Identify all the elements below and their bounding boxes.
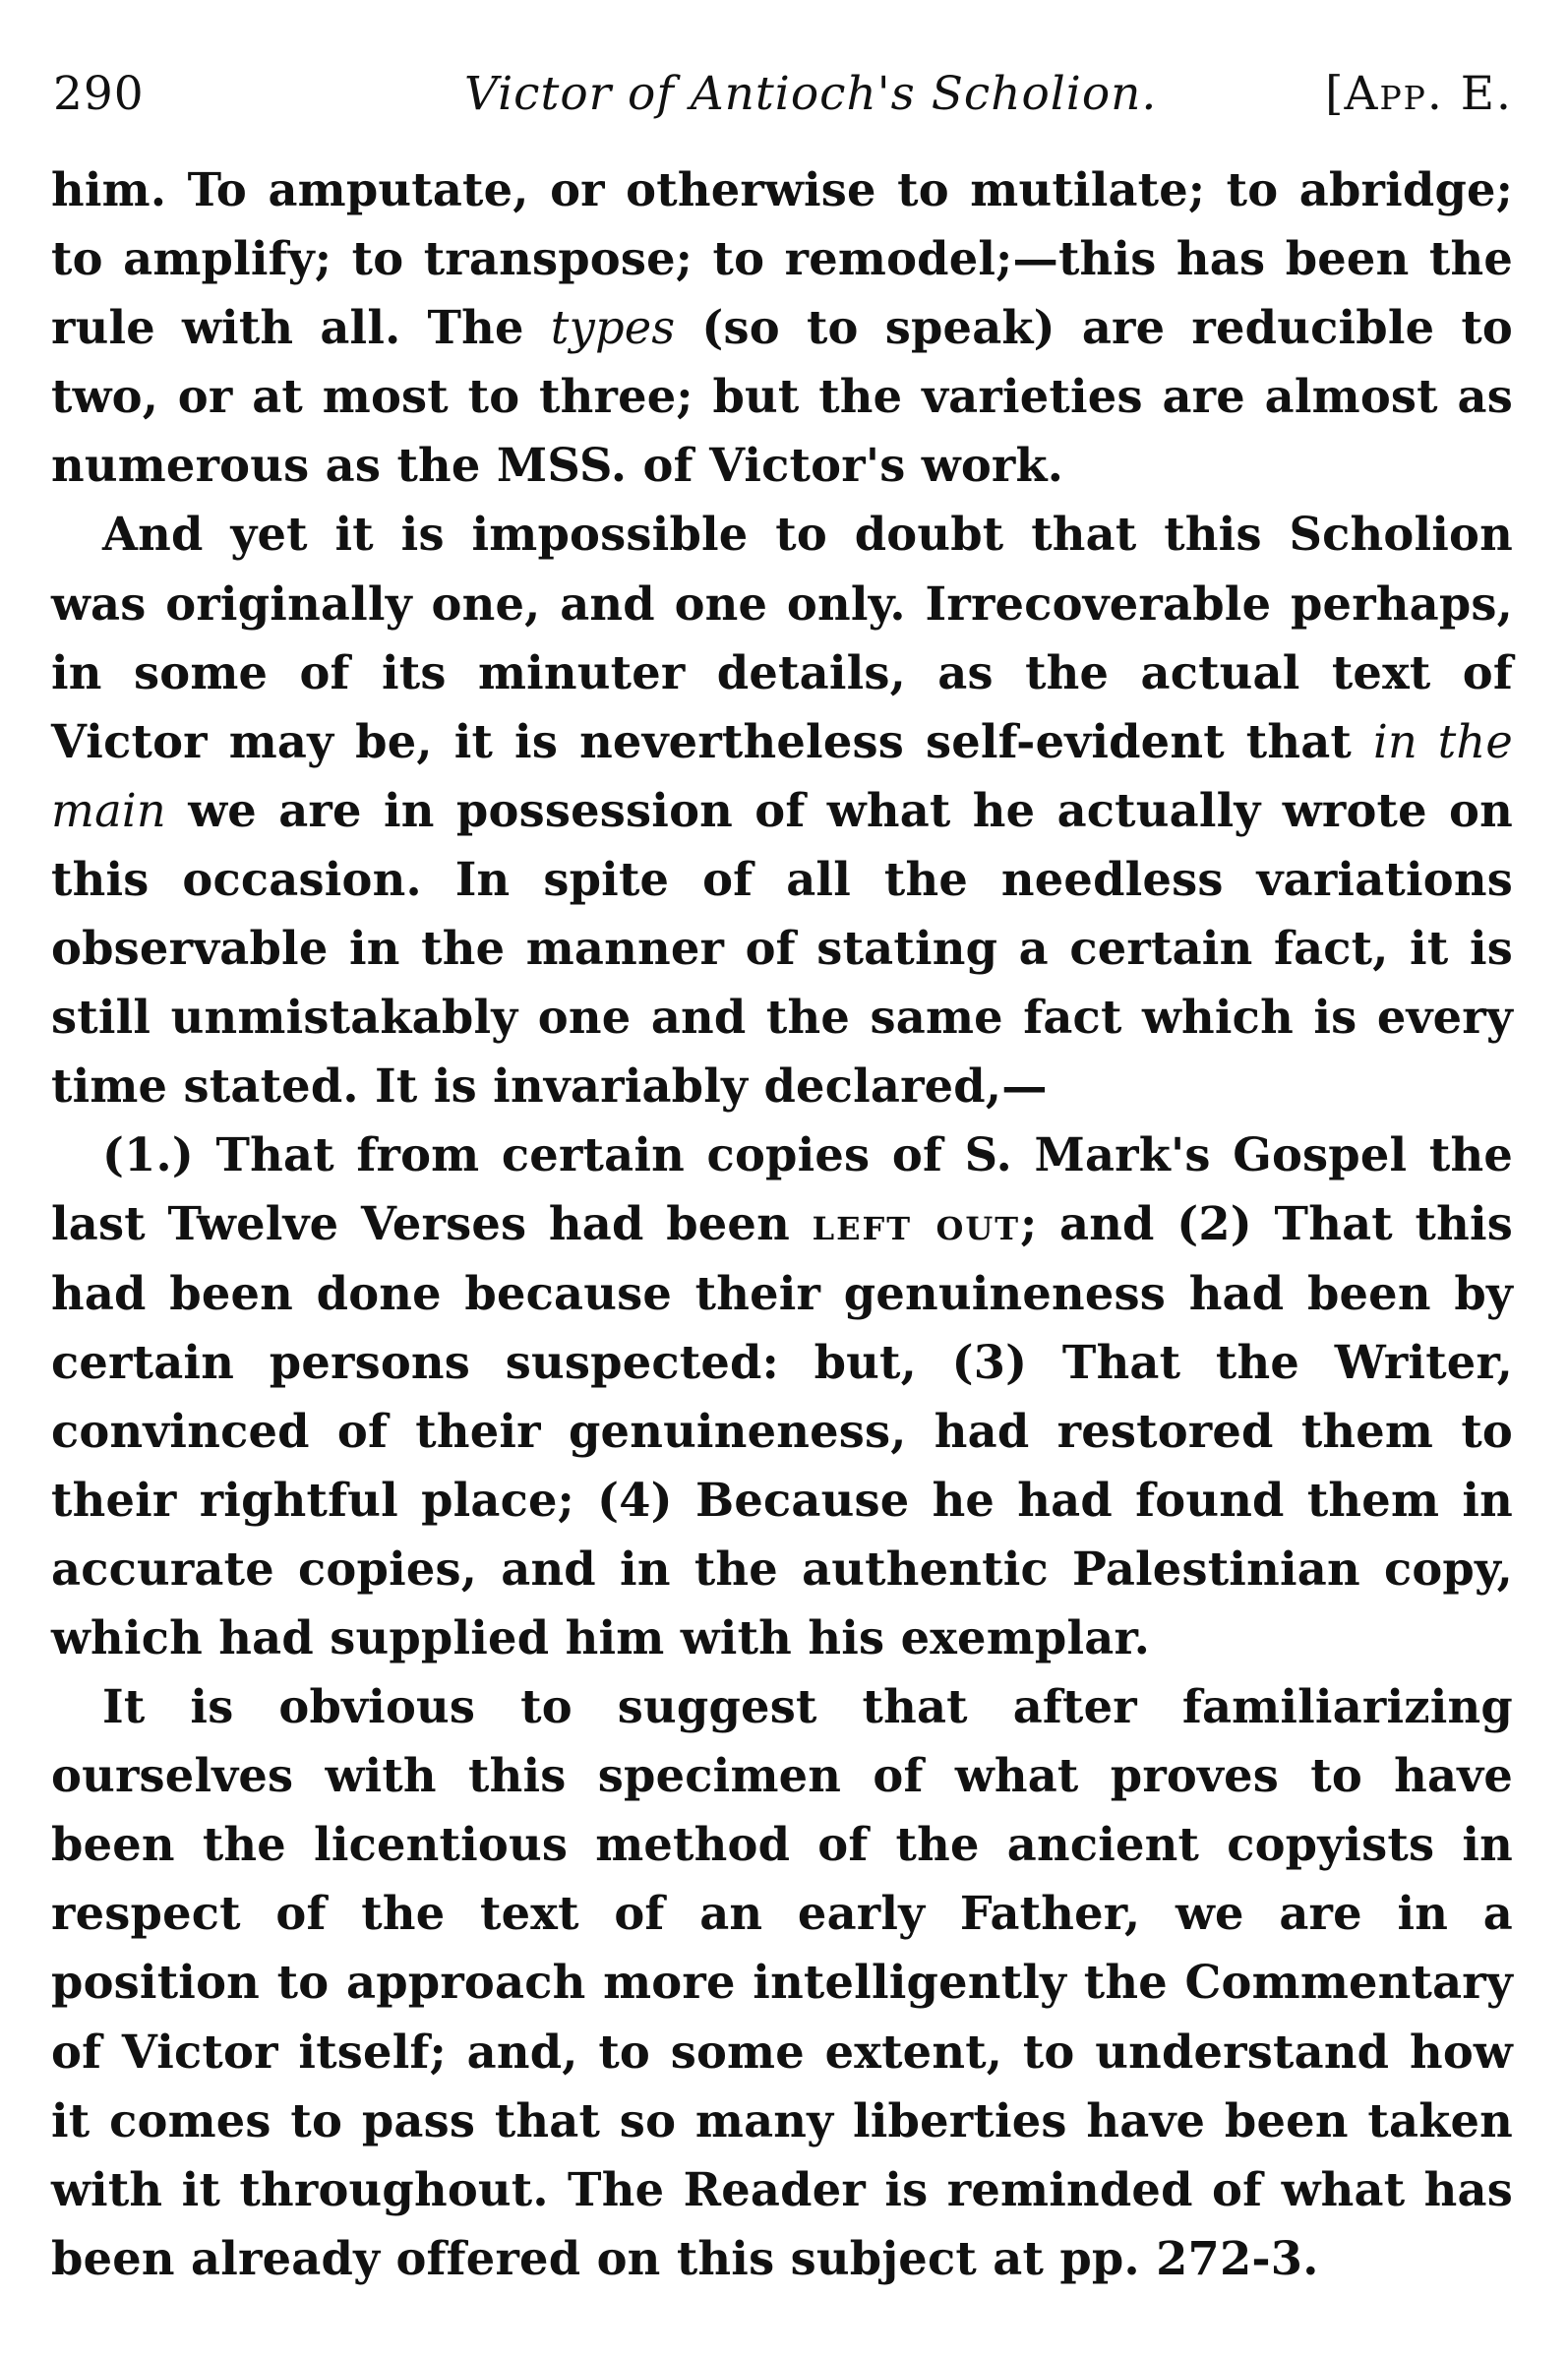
text-run: ; and (2) That this had been done because their genuineness had been by certain persons suspected: but, (3) That the Writer, convinced of their genuineness, had restored them to their rightful place; (4) Because he had found them in accurate copies, and in the authentic Palestinian copy, which had supplied him with his exemplar. xyxy=(51,1197,1514,1664)
body-text xyxy=(51,155,1513,2293)
text-run: (1.) That from certain copies of S. Mark's Gospel the last Twelve Verses had been xyxy=(51,1128,1513,1251)
text-run: It is obvious to suggest that after familiarizing ourselves with this specimen of what proves to have been the licentious method of the ancient copyists in respect of the text of an early Father, we are in a position to approach more intelligently the Commentary of Victor itself; and, to some extent, to understand how it comes to pass that so many liberties have been taken with it throughout. The Reader is reminded of what has been already offered on this subject at pp. 272-3. xyxy=(51,1680,1513,2285)
text-run: we are in possession of what he actually wrote on this occasion. In spite of all the needless variations observable in the manner of stating a certain fact, it is still unmistakably one and the same fact which is every time stated. It is invariably declared,— xyxy=(51,783,1513,1114)
running-head xyxy=(51,39,1513,138)
text-run: him. To amputate, or otherwise to mutilate; to abridge; to amplify; to transpose; to remodel;—this has been the rule with all. The xyxy=(51,163,1513,355)
paragraph-continuation xyxy=(51,155,1513,500)
page-number: 290 xyxy=(53,67,145,121)
text-run: And yet it is impossible to doubt that this Scholion was originally one, and one only. Irrecoverable perhaps, in some of its minuter details, as the actual text of Victor may be, it is nevertheless self-evident that xyxy=(51,508,1513,768)
paragraph xyxy=(51,1672,1513,2293)
running-title: Victor of Antioch's Scholion. xyxy=(464,67,1158,121)
book-page xyxy=(51,39,1513,2293)
text-run: (so to speak) are reducible to two, or at most to three; but the varieties are almost as numerous as the MSS. of Victor's work. xyxy=(51,301,1514,493)
small-caps-run: left out xyxy=(812,1197,1021,1251)
numbered-paragraph xyxy=(51,1120,1513,1672)
section-mark xyxy=(1325,67,1513,121)
section-label: App. E. xyxy=(1344,67,1513,121)
italic-run: in the main xyxy=(51,714,1513,837)
italic-run: types xyxy=(550,301,676,355)
paragraph xyxy=(51,500,1513,1120)
section-bracket: [ xyxy=(1325,67,1345,121)
